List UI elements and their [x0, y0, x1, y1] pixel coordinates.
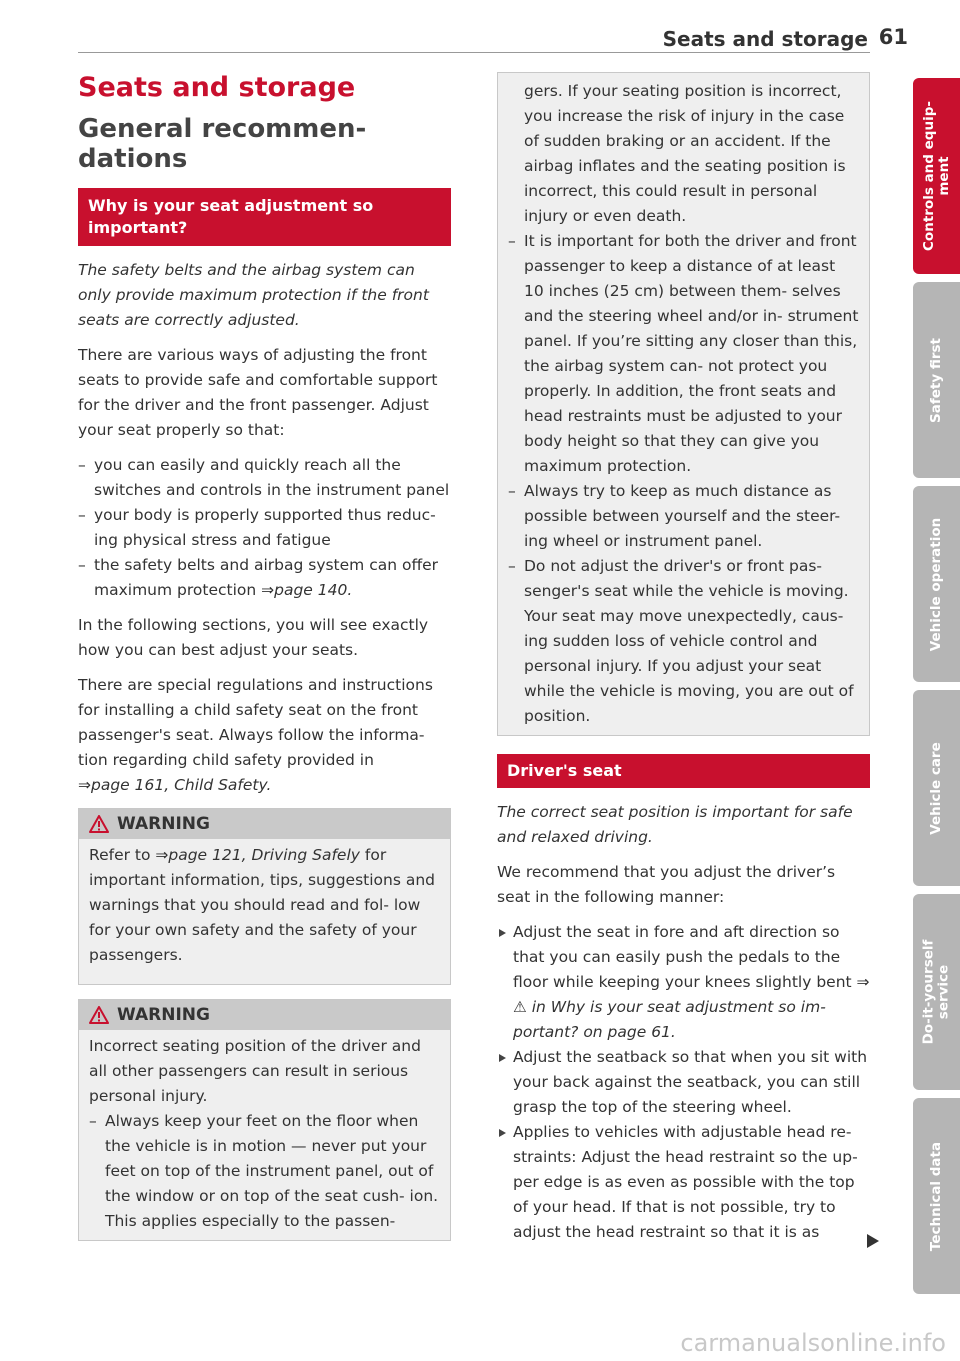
recommendation-paragraph: We recommend that you adjust the driver’s seat in the following manner: [497, 863, 836, 906]
tab-label: Technical data [928, 1141, 945, 1251]
list-item-text: the safety belts and airbag system can offer maximum protection [94, 556, 439, 599]
tab-label: Safety first [928, 337, 944, 423]
tab-controls-and-equipment[interactable] [913, 78, 960, 274]
warning-box-1 [78, 808, 451, 985]
intro-paragraph: There are various ways of adjusting the front seats to provide safe and comfortable support for the driver and the front passenger. Adjust your seat properly so that: [78, 346, 438, 439]
tab-label: Vehicle operation [928, 517, 945, 651]
left-column [78, 72, 451, 1241]
subsection-heading-line-2: important? [88, 218, 188, 237]
warning-list [89, 1109, 440, 1234]
warning-header [79, 809, 450, 839]
tab-label: Vehicle care [928, 741, 944, 835]
right-column [497, 72, 870, 1245]
warning-list-item: – Always keep your feet on the floor when the vehicle is in motion — never put your feet on top of the instrument panel, out of the window or on top of the seat cush- ion. This applies especially to the passen- [89, 1109, 440, 1234]
tab-label [922, 940, 952, 1045]
list-item: – Always try to keep as much distance as possible between yourself and the steer- ing wheel or instrument panel. [508, 479, 859, 554]
warning-box-2 [78, 999, 451, 1241]
tab-label-line-2: service [935, 964, 952, 1020]
page-number: 61 [878, 25, 908, 49]
list-item [78, 553, 451, 603]
list-item: – your body is properly supported thus reduc- ing physical stress and fatigue [78, 503, 451, 553]
lead-paragraph: The safety belts and the airbag system can only provide maximum protection if the front seats are correctly adjusted. [78, 261, 429, 329]
tab-label-line-1: Do-it-yourself [920, 939, 937, 1045]
driving-safely-link[interactable]: ⇒page 121, Driving Safely [155, 846, 360, 864]
warning-text-post: for important information, tips, suggestions and warnings that you should read and fol- low for your own safety and the safety of your passengers. [89, 846, 436, 964]
paragraph-following-sections: In the following sections, you will see exactly how you can best adjust your seats. [78, 616, 429, 659]
list-item: – you can easily and quickly reach all the switches and controls in the instrument panel [78, 453, 451, 503]
paragraph-child-seat [78, 673, 451, 798]
running-head: Seats and storage [662, 27, 868, 51]
page-140-link[interactable]: ⇒page 140. [261, 581, 353, 599]
chapter-title: Seats and storage [78, 72, 356, 103]
list-item: – Do not adjust the driver's or front pas- senger's seat while the vehicle is moving. Your seat may move unexpectedly, caus- ing sudden loss of vehicle control and personal injury. If you adjust your seat while the vehicle is moving, you are out of position. [508, 554, 859, 729]
watermark: carmanualsonline.info [680, 1329, 946, 1357]
tab-vehicle-care[interactable] [913, 690, 960, 886]
warning-triangle-icon [89, 815, 109, 833]
tab-vehicle-operation[interactable] [913, 486, 960, 682]
step-item [497, 920, 870, 1045]
section-title [78, 114, 451, 174]
warning-text-pre: Refer to [89, 846, 156, 864]
continued-arrow-icon [867, 1234, 879, 1248]
warning-text: Incorrect seating position of the driver and all other passengers can result in serious personal injury. [89, 1037, 421, 1105]
lead-paragraph: The correct seat position is important for safe and relaxed driving. [497, 803, 853, 846]
section-title-line-1: General recommen- [78, 114, 367, 144]
list-item: – It is important for both the driver and front passenger to keep a distance of at least 10 inches (25 cm) between them- selves and the steering wheel and/or in- strument panel. If you’re sitting any closer than this, the airbag system can- not protect you properly. In addition, the front seats and head restraints must be adjusted to your body height so that they can give you maximum protection. [508, 229, 859, 479]
warning-title: WARNING [117, 814, 210, 834]
warning-body [79, 1030, 450, 1240]
tab-technical-data[interactable] [913, 1098, 960, 1294]
step-item: Adjust the seatback so that when you sit with your back against the seatback, you can still grasp the top of the steering wheel. [497, 1045, 870, 1120]
warning-triangle-icon [89, 1006, 109, 1024]
child-safety-link[interactable]: ⇒page 161, Child Safety. [78, 776, 272, 794]
tab-label-line-2: ment [935, 156, 952, 196]
seat-adjustment-link[interactable]: ⇒ ⚠ in Why is your seat adjustment so im- portant? on page 61. [513, 973, 870, 1041]
section-title-line-2: dations [78, 144, 188, 174]
continuation-text: gers. If your seating position is incorrect, you increase the risk of injury in the case of sudden braking or an accident. If the airbag inflates and the seating position is incorrect, this could result in personal injury or even death. [524, 82, 846, 225]
paragraph-child-seat-text: There are special regulations and instructions for installing a child safety seat on the front passenger's seat. Always follow the informa- tion regarding child safety provided in [78, 676, 433, 769]
tab-do-it-yourself-service[interactable] [913, 894, 960, 1090]
warning-continuation-box [497, 72, 870, 736]
step-item: Applies to vehicles with adjustable head re- straints: Adjust the head restraint so the up- per edge is as even as possible with the top of your head. If that is not possible, try to adjust the head restraint so that it is as [497, 1120, 870, 1245]
warning-header [79, 1000, 450, 1030]
warning-title: WARNING [117, 1005, 210, 1025]
subsection-heading-line-1: Why is your seat adjustment so [88, 196, 374, 215]
warning-body [79, 839, 450, 984]
adjustment-list [78, 453, 451, 603]
subsection-heading-drivers-seat: Driver's seat [497, 754, 870, 788]
warning-text [89, 843, 440, 968]
tab-label [922, 101, 952, 251]
header-rule [78, 52, 870, 53]
tab-label-line-1: Controls and equip- [920, 101, 937, 251]
subsection-heading [78, 188, 451, 246]
step-text: Adjust the seat in fore and aft direction so that you can easily push the pedals to the floor while keeping your knees slightly bent [513, 923, 857, 991]
continuation-list [508, 229, 859, 729]
tab-safety-first[interactable] [913, 282, 960, 478]
adjustment-steps [497, 920, 870, 1245]
